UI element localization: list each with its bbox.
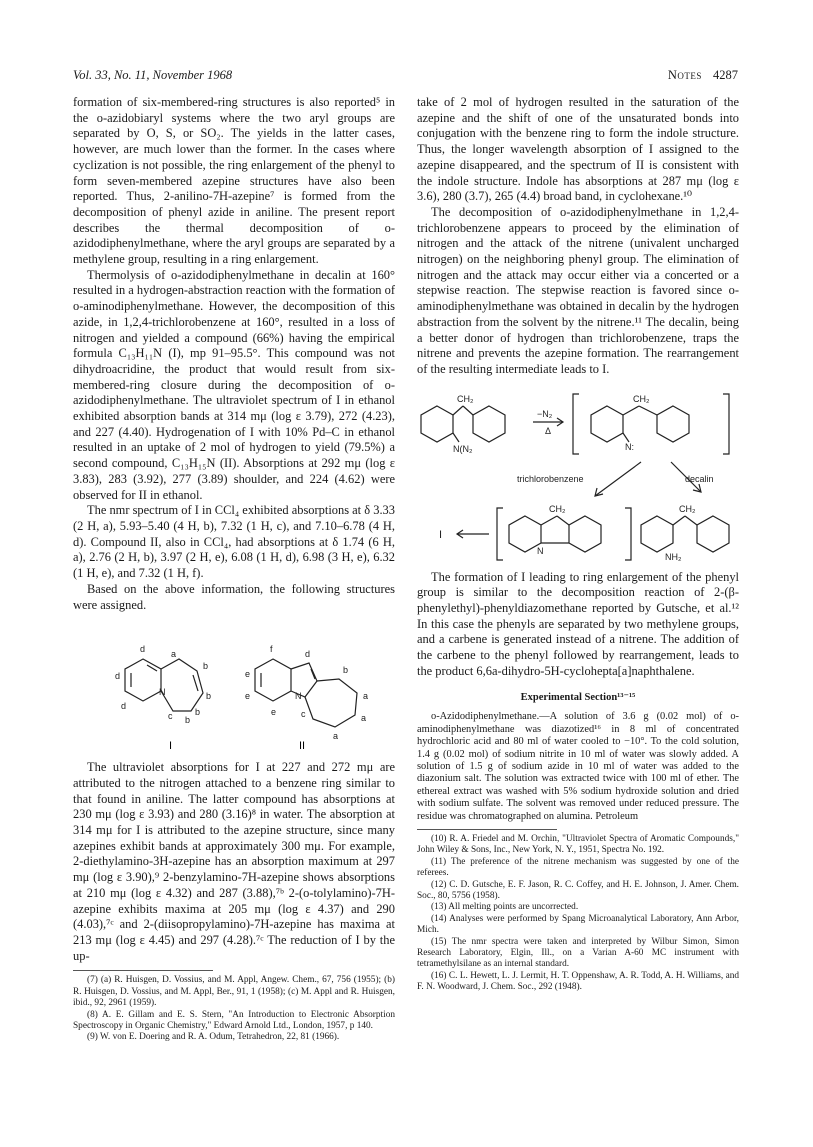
letter: e (271, 707, 277, 718)
letter: e (245, 669, 251, 680)
nitrogen: N (295, 691, 302, 702)
paragraph: The ultraviolet absorptions for I at 227 and 272 mμ are attributed to the nitrogen attached to a benzene ring similar to that found in aniline. The latter compound has absorptions at 230 mμ (log ε 3.93) and 280 (3.16)⁸ in water. The absorption at 314 mμ for I is attributed to the azepine structure, since many azepines exhibit bands at approximately 300 mμ. For example, 2-diethylamino-3H-azepine has an absorption maximum at 297 mμ (log ε 3.90),⁹ 2-benzylamino-7H-azepine shows absorptions at 210 mμ (log ε 4.32) and 287 (3.88),⁷ᵇ 2-(o-tolylamino)-7H-azepine exhibits maxima at 205 mμ (log ε 4.37) and 290 (4.03),⁷ᶜ and 2-(diisopropylamino)-7H-azepine has maxima at 213 mμ (log ε 4.45) and 297 (4.28).⁷ᶜ The reduction of I by the up- (73, 760, 395, 963)
ch2-label: CH₂ (457, 393, 474, 404)
letter: b (203, 661, 209, 672)
paragraph: The decomposition of o-azidodiphenylmethane in 1,2,4-trichlorobenzene appears to proceed by the elimination of nitrogen and the attack of the nitrene (univalent uncharged nitrogen) on the neighboring phenyl group. The elimination of nitrogen and the attack may occur either via a concerted or a stepwise reaction. The stepwise reaction is favored since o-aminodiphenylmethane was obtained in decalin by the hydrogen abstraction from the solvent by the nitrene.¹¹ The decalin, being a better donor of hydrogen than trichlorobenzene, traps the nitrene and prevents the azepine formation. The rearrangement of the resulting intermediate leads to I. (417, 204, 739, 376)
letter: f (270, 644, 273, 655)
ch2-label: CH₂ (549, 503, 566, 514)
footnote: (8) A. E. Gillam and E. S. Stern, "An Introduction to Electronic Absorption Spectroscopy in Organic Chemistry," Edward Arnold Ltd., London, 1957, p 140. (73, 1009, 395, 1031)
paragraph: Based on the above information, the following structures were assigned. (73, 581, 395, 612)
letter: b (343, 665, 349, 676)
letter: c (301, 709, 306, 720)
paragraph: The formation of I leading to ring enlargement of the phenyl group is similar to the decomposition reaction of 2-(β-phenylethyl)-phenyldiazomethane reported by Gutsche, et al.¹² In this case the phenyls are separated by two methylene groups, and a carbene is generated instead of a nitrene. The addition of the carbene to the phenyl followed by rearrangement, leads to the product 6,6a-dihydro-5H-cyclohepta[a]naphthalene. (417, 569, 739, 678)
footnote: (11) The preference of the nitrene mechanism was suggested by one of the referees. (417, 856, 739, 879)
nitrene-label: N: (625, 441, 634, 452)
footnote: (7) (a) R. Huisgen, D. Vossius, and M. Appl, Angew. Chem., 67, 756 (1955); (b) R. Huisgen, D. Vossius, and M. Appl, Ber., 91, 1 (1958); (c) M. Appl and R. Huisgen, ibid., 92, 2961 (1959). (73, 975, 395, 1009)
letter: d (121, 701, 127, 712)
page-number: 4287 (713, 68, 738, 82)
letter: d (115, 671, 121, 682)
nh2-label: NH₂ (665, 551, 682, 562)
letter: d (305, 649, 311, 660)
arrow-label-top: −N₂ (537, 408, 553, 419)
structure-label-II: II (299, 740, 306, 753)
azide-label: N(N₂ (453, 443, 473, 454)
reaction-scheme (417, 384, 739, 564)
ch2-label: CH₂ (679, 503, 696, 514)
right-column (417, 95, 739, 994)
letter: a (363, 691, 369, 702)
footnote: (10) R. A. Friedel and M. Orchin, "Ultraviolet Spectra of Aromatic Compounds," John Wiley & Sons, Inc., New York, N. Y., 1951, Spectra No. 192. (417, 833, 739, 856)
section-title: Experimental Section¹³⁻¹⁵ (520, 691, 636, 703)
paragraph: The nmr spectrum of I in CCl₄ exhibited absorptions at δ 3.33 (2 H, a), 5.93–5.40 (4 H, b), 7.32 (1 H, c), and 7.10–6.78 (4 H, d). Compound II, also in CCl₄, had absorptions at δ 1.74 (6 H, a), 2.76 (2 H, b), 3.97 (2 H, e), 6.08 (1 H, d), 6.98 (3 H, e), 6.32 (1 H, e), and 7.32 (1 H, f). (73, 503, 395, 581)
footnote: (16) C. L. Hewett, L. J. Lermit, H. T. Oppenshaw, A. R. Todd, A. H. Williams, and F. N. Woodward, J. Chem. Soc., 292 (1948). (417, 970, 739, 993)
letter: c (168, 711, 173, 722)
nitrogen: N (537, 545, 544, 556)
ch2-label: CH₂ (633, 393, 650, 404)
section-label: Notes (667, 68, 702, 82)
footnote: (12) C. D. Gutsche, E. F. Jason, R. C. Coffey, and H. E. Johnson, J. Amer. Chem. Soc., 80, 5756 (1958). (417, 879, 739, 901)
paragraph: Thermolysis of o-azidodiphenylmethane in decalin at 160° resulted in a hydrogen-abstraction reaction with the formation of o-aminodiphenylmethane. However, the decomposition of this azide, in 1,2,4-trichlorobenzene at 160°, resulted in a loss of nitrogen and yielded a compound (66%) having the empirical formula C₁₃H₁₁N (I), mp 91–95.5°. This compound was not dihydroacridine, the product that would result from six-membered-ring closure during the decomposition of o-azidodiphenylmethane. The ultraviolet spectrum of I in ethanol exhibited absorption bands at 314 mμ (log ε 3.79), 272 (4.23), and 227 (4.40). Hydrogenation of I with 10% Pd–C in ethanol resulted in an uptake of 2 mol of hydrogen to yield (79.5%) a second compound, C₁₃H₁₅N (II). Absorptions at 292 mμ (log ε 3.83), 283 (3.92), 277 (3.89) shoulder, and 224 (4.62) were observed for II in ethanol. (73, 267, 395, 502)
footnote: (15) The nmr spectra were taken and interpreted by Wilbur Simon, Simon Research Laboratory, Elgin, Ill., on a Varian A-60 MC instrument with tetramethylsilane as an internal standard. (417, 936, 739, 970)
journal-header: Vol. 33, No. 11, November 1968 (73, 68, 233, 82)
experimental-paragraph: o-Azidodiphenylmethane.—A solution of 3.6 g (0.02 mol) of o-aminodiphenylmethane was diazotized¹⁶ in 8 ml of concentrated hydrochloric acid and 80 ml of water cooled to −10°. To the cold solution, 1.4 g (0.02 mol) of sodium nitrite in 10 ml of water was slowly added. A solution of 1.5 g of sodium azide in 10 ml of water was added to the diazonium salt. The solution was extracted twice with 100 ml of ether. The ethereal extract was washed with 5% sodium hydroxide solution and dried with sodium sulfate. The solvent was removed under reduced pressure. The residue was chromatographed on alumina. Petroleum (417, 711, 739, 822)
footnote: (14) Analyses were performed by Spang Microanalytical Laboratory, Ann Arbor, Mich. (417, 913, 739, 936)
structure-figure (73, 619, 395, 754)
footnote-divider (417, 829, 557, 830)
letter: b (185, 715, 191, 726)
letter: e (245, 691, 251, 702)
letter: a (333, 731, 339, 742)
solvent-label: decalin (685, 473, 714, 484)
letter: a (361, 713, 367, 724)
letter: a (171, 649, 177, 660)
paragraph: take of 2 mol of hydrogen resulted in the saturation of the azepine and the shift of one of the unsaturated bonds into conjugation with the benzene ring to form the indole structure. Thus, the longer wavelength absorption of I assigned to the azepine disappeared, and the spectrum of II is consistent with the indole structure. Indole has absorptions at 287 mμ (log ε 3.6), 280 (3.7), 265 (4.4) broad band, in cyclohexane.¹⁰ (417, 95, 739, 204)
page-header (668, 68, 738, 83)
letter: b (206, 691, 212, 702)
structure-label-I: I (169, 740, 173, 753)
benzene-ring (125, 659, 161, 701)
left-column (73, 95, 395, 1044)
footnote: (9) W. von E. Doering and R. A. Odum, Tetrahedron, 22, 81 (1966). (87, 1032, 340, 1043)
letter: b (195, 707, 201, 718)
paragraph: formation of six-membered-ring structures is also reported⁵ in the o-azidobiaryl systems where the two aryl groups are separated by O, S, or SO₂. The yields in the latter cases, however, are much lower than the former. In the cases where cyclization is not possible, the ring enlargement of the phenyl to form seven-membered azepine structures have also been reported. Thus, 2-anilino-7H-azepine⁷ is formed from the decomposition of phenyl azide in aniline. The present report describes the thermal decomposition of o-azidodiphenylmethane, where the aryl groups are separated by a methylene group, resulting in a ring enlargement. (73, 95, 395, 267)
solvent-label: trichlorobenzene (517, 473, 584, 484)
footnote: (13) All melting points are uncorrected. (431, 902, 579, 913)
arrow-label-bottom: Δ (545, 425, 552, 436)
product-label: I (439, 528, 443, 541)
nitrogen: N (159, 687, 166, 698)
letter: d (140, 644, 146, 655)
footnote-divider (73, 970, 213, 971)
